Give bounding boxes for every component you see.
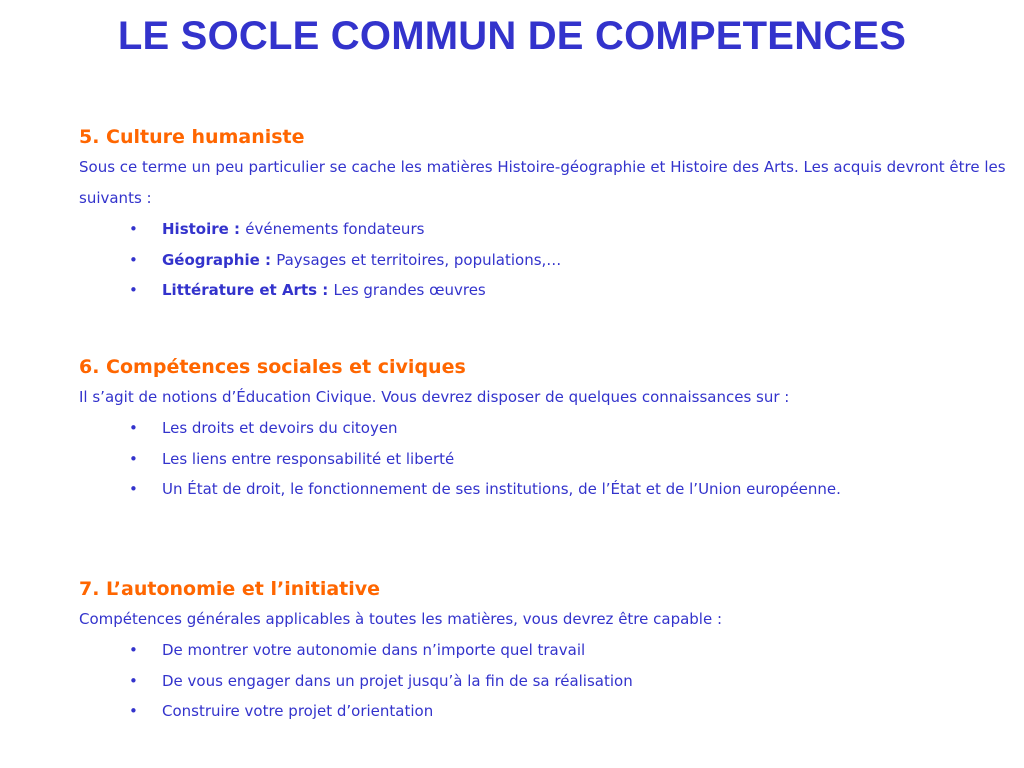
item-label: Histoire : [162, 220, 246, 238]
item-text: De vous engager dans un projet jusqu’à la fin de sa réalisation [162, 671, 633, 690]
list-item [129, 696, 1009, 727]
list-item [129, 214, 1009, 245]
section-competences-sociales [79, 354, 1009, 505]
bullet-list [79, 635, 1009, 727]
bullet-icon: • [129, 281, 138, 299]
list-item [129, 474, 1009, 505]
item-text: Les liens entre responsabilité et liberté [162, 449, 455, 468]
section-culture-humaniste [79, 124, 1009, 306]
bullet-icon: • [129, 641, 138, 659]
item-text: Un État de droit, le fonctionnement de ses institutions, de l’État et de l’Union européenne. [162, 480, 841, 498]
list-item [129, 245, 1009, 276]
item-text: Paysages et territoires, populations,… [276, 250, 562, 269]
item-label: Géographie : [162, 250, 277, 269]
list-item [129, 444, 1009, 475]
section-autonomie [79, 576, 1009, 727]
item-text: événements fondateurs [245, 220, 425, 238]
list-item [129, 666, 1009, 697]
section-intro: Il s’agit de notions d’Éducation Civique. Vous devrez disposer de quelques connaissances sur : [79, 388, 790, 406]
slide-title: LE SOCLE COMMUN DE COMPETENCES [117, 14, 907, 58]
section-intro: Compétences générales applicables à toutes les matières, vous devrez être capable : [79, 610, 723, 628]
item-text: De montrer votre autonomie dans n’importe quel travail [162, 641, 586, 659]
item-text: Construire votre projet d’orientation [162, 702, 434, 720]
section-heading: 6. Compétences sociales et civiques [79, 356, 466, 378]
bullet-icon: • [129, 220, 138, 238]
list-item [129, 413, 1009, 444]
bullet-icon: • [129, 480, 138, 498]
bullet-icon: • [129, 250, 138, 269]
list-item [129, 275, 1009, 306]
bullet-icon: • [129, 449, 138, 468]
section-heading: 5. Culture humaniste [79, 126, 305, 148]
list-item [129, 635, 1009, 666]
section-heading: 7. L’autonomie et l’initiative [79, 578, 381, 600]
bullet-list [79, 413, 1009, 505]
item-label: Littérature et Arts : [162, 281, 334, 299]
bullet-icon: • [129, 702, 138, 720]
section-intro: Sous ce terme un peu particulier se cache les matières Histoire-géographie et Histoire des Arts. Les acquis devront être les suivants : [79, 158, 1006, 207]
item-text: Les droits et devoirs du citoyen [162, 419, 398, 437]
bullet-icon: • [129, 419, 138, 437]
item-text: Les grandes œuvres [333, 281, 486, 299]
bullet-icon: • [129, 671, 138, 690]
bullet-list [79, 214, 1009, 306]
